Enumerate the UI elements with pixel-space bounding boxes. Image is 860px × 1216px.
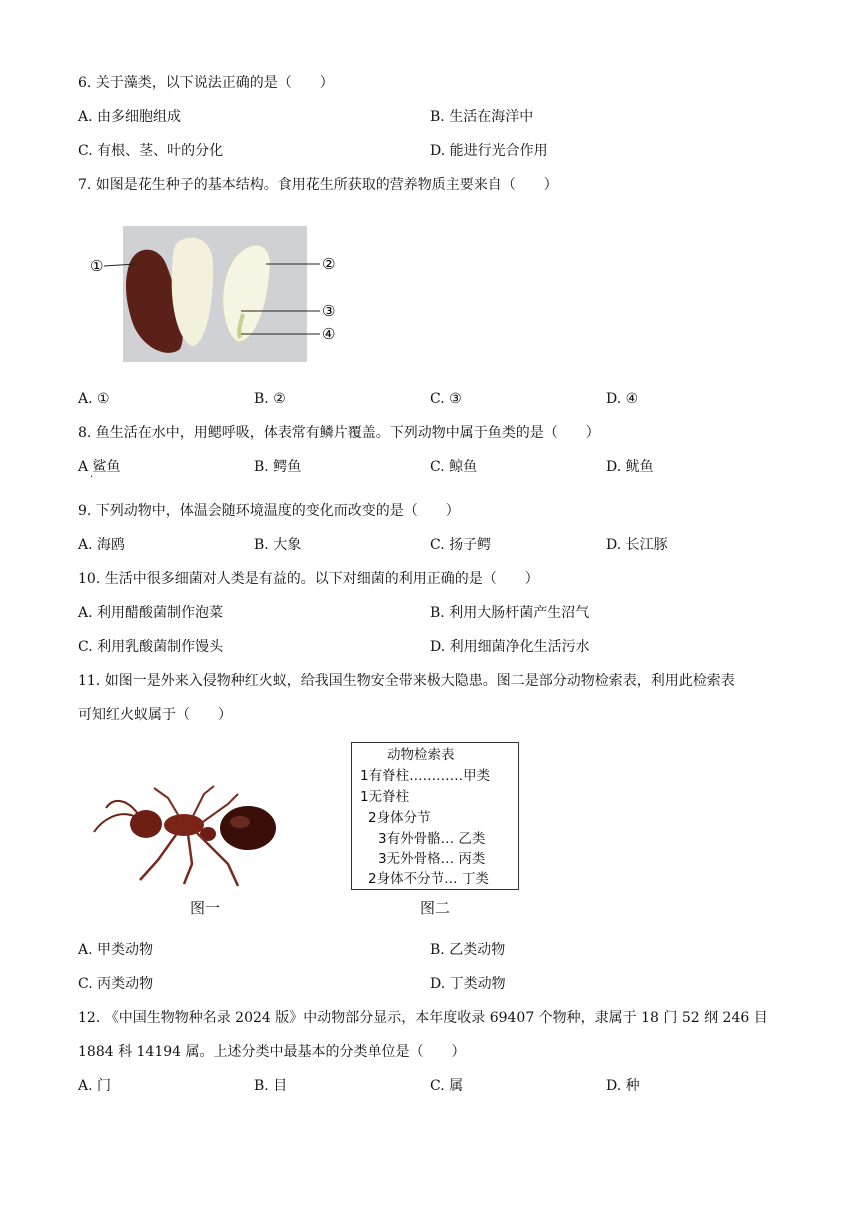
q12-option-c: C. 属 bbox=[430, 1078, 464, 1094]
q8-stem: 8. 鱼生活在水中，用鳃呼吸，体表常有鳞片覆盖。下列动物中属于鱼类的是（ ） bbox=[78, 425, 600, 441]
q10-option-c: C. 利用乳酸菌制作馒头 bbox=[78, 639, 224, 655]
key-row-4: 3有外骨骼… 乙类 bbox=[378, 831, 486, 847]
key-row-5: 3无外骨格… 丙类 bbox=[378, 851, 486, 867]
q7-option-b: B. ② bbox=[254, 391, 286, 407]
q12-stem-line2: 1884 科 14194 属。上述分类中最基本的分类单位是（ ） bbox=[78, 1044, 466, 1060]
figure-1-caption: 图一 bbox=[190, 899, 221, 917]
peanut-seed-figure bbox=[88, 224, 348, 364]
q8-option-b: B. 鳄鱼 bbox=[254, 459, 302, 475]
q11-stem-line1: 11. 如图一是外来入侵物种红火蚁，给我国生物安全带来极大隐患。图二是部分动物检索表，利用此检索表 bbox=[78, 673, 735, 689]
key-row-3: 2身体分节 bbox=[368, 810, 431, 826]
fire-ant-figure bbox=[88, 780, 288, 890]
q6-option-d: D. 能进行光合作用 bbox=[430, 143, 548, 159]
q7-option-d: D. ④ bbox=[606, 391, 639, 407]
key-row-6: 2身体不分节… 丁类 bbox=[368, 871, 489, 887]
q8-option-c: C. 鲸鱼 bbox=[430, 459, 478, 475]
key-row-1: 1有脊柱…………甲类 bbox=[360, 768, 491, 784]
q9-option-a: A. 海鸥 bbox=[78, 537, 126, 553]
q7-option-c: C. ③ bbox=[430, 391, 462, 407]
q6-option-b: B. 生活在海洋中 bbox=[430, 109, 534, 125]
animal-key-table bbox=[351, 742, 519, 890]
label-3: ③ bbox=[322, 302, 336, 320]
q12-option-a: A. 门 bbox=[78, 1078, 112, 1094]
q12-option-b: B. 目 bbox=[254, 1078, 288, 1094]
q8-option-d: D. 鱿鱼 bbox=[606, 459, 654, 475]
dot-mark: · bbox=[90, 472, 94, 483]
q9-option-b: B. 大象 bbox=[254, 537, 302, 553]
q11-option-c: C. 丙类动物 bbox=[78, 976, 154, 992]
label-4: ④ bbox=[322, 325, 336, 343]
q9-stem: 9. 下列动物中，体温会随环境温度的变化而改变的是（ ） bbox=[78, 503, 460, 519]
q11-option-d: D. 丁类动物 bbox=[430, 976, 506, 992]
q8-option-a: A 鲨鱼 bbox=[78, 459, 121, 475]
label-2: ② bbox=[322, 255, 336, 273]
q6-option-c: C. 有根、茎、叶的分化 bbox=[78, 143, 224, 159]
label-1: ① bbox=[90, 257, 104, 275]
q6-option-a: A. 由多细胞组成 bbox=[78, 109, 182, 125]
figure-2-caption: 图二 bbox=[420, 899, 451, 917]
key-title: 动物检索表 bbox=[387, 747, 455, 763]
q10-stem: 10. 生活中很多细菌对人类是有益的。以下对细菌的利用正确的是（ ） bbox=[78, 571, 539, 587]
key-row-2: 1无脊柱 bbox=[360, 789, 410, 805]
q6-stem: 6. 关于藻类，以下说法正确的是（ ） bbox=[78, 75, 334, 91]
q9-option-c: C. 扬子鳄 bbox=[430, 537, 492, 553]
q9-option-d: D. 长江豚 bbox=[606, 537, 668, 553]
q11-option-b: B. 乙类动物 bbox=[430, 942, 506, 958]
q7-stem: 7. 如图是花生种子的基本结构。食用花生所获取的营养物质主要来自（ ） bbox=[78, 177, 558, 193]
q12-option-d: D. 种 bbox=[606, 1078, 640, 1094]
q11-stem-line2: 可知红火蚁属于（ ） bbox=[78, 707, 232, 723]
q10-option-d: D. 利用细菌净化生活污水 bbox=[430, 639, 590, 655]
q12-stem-line1: 12. 《中国生物物种名录 2024 版》中动物部分显示，本年度收录 69407 个物种，隶属于 18 门 52 纲 246 目 bbox=[78, 1010, 768, 1026]
q10-option-b: B. 利用大肠杆菌产生沼气 bbox=[430, 605, 590, 621]
q10-option-a: A. 利用醋酸菌制作泡菜 bbox=[78, 605, 224, 621]
q11-option-a: A. 甲类动物 bbox=[78, 942, 154, 958]
q7-option-a: A. ① bbox=[78, 391, 110, 407]
